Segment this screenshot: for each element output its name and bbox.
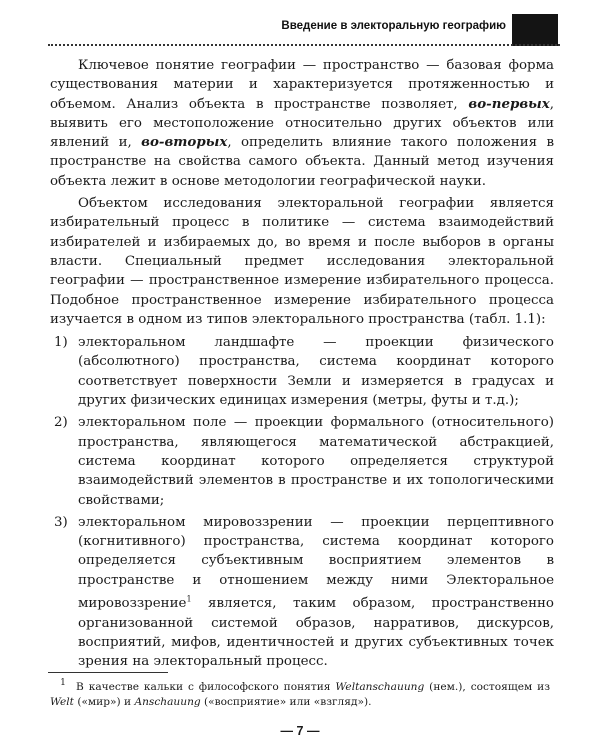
paragraph-space-concept xyxy=(50,56,554,191)
paragraph-text: Ключевое понятие географии — пространство — базовая форма существования материи и характеризуется протяженностью и объемом. Анализ объекта в пространстве позволяет, xyxy=(50,58,554,112)
list-number: 3) xyxy=(54,514,68,530)
page-body xyxy=(50,56,554,672)
paragraph-research-object: Объектом исследования электоральной географии является избирательный процесс в политике — система взаимодействий избирателей и избираемых до, во время и после выборов в органы власти. Специальный предмет исследования электоральной географии — пространственное измерение избирательного процесса. Подобное пространственное измерение избирательного процесса изучается в одном из типов электорального пространства (табл. 1.1): xyxy=(50,196,554,327)
header-dotted-rule xyxy=(48,44,560,46)
list-number: 2) xyxy=(54,415,68,431)
list-item xyxy=(50,513,554,672)
footnote-term: Anschauung xyxy=(134,696,201,708)
electoral-space-list xyxy=(50,333,554,672)
list-item xyxy=(50,333,554,410)
footnote-text: В качестве кальки с философского понятия xyxy=(76,681,336,693)
paragraph-text: , выявить его местоположение относительно других объектов или явлений и, xyxy=(50,96,554,151)
running-header xyxy=(50,14,600,44)
running-title: Введение в электоральную географию xyxy=(281,20,506,32)
footnote-term: Weltanschauung xyxy=(335,681,425,693)
footnote-text: («мир») и xyxy=(73,696,135,708)
list-item-text: электоральном ландшафте — проекции физического (абсолютного) пространства, система координат которого соответствует поверхности Земли и измеряется в градусах и других физических единицах измерения (метры, футы и т.д.); xyxy=(78,335,554,409)
list-item-text: электоральном поле — проекции формального (относительного) пространства, являющегося математической абстракцией, система координат которого определяется структурой взаимодействий элементов в пространстве и их топологическими свойствами; xyxy=(78,415,554,508)
footnote-term: Welt xyxy=(50,696,74,708)
page-number: — 7 — xyxy=(280,724,320,738)
footnote-text: (нем.), состоящем из xyxy=(424,681,550,693)
list-item-text xyxy=(78,515,554,670)
emphasis-second: во-вторых xyxy=(141,134,228,151)
list-item-text-part: электоральном мировоззрении — проекции перцептивного (когнитивного) пространства, система координат которого определяется субъективным восприятием элементов в пространстве и отношением между ними Электоральное мировоззрение xyxy=(78,514,554,612)
footnote-reference[interactable]: 1 xyxy=(186,595,192,605)
list-item xyxy=(50,413,554,509)
emphasis-first: во-первых xyxy=(468,95,550,112)
list-number: 1) xyxy=(54,335,68,351)
footnote-separator xyxy=(48,672,168,673)
list-item-text-part: является, таким образом, пространственно организованной системой образов, нарративов, дискурсов, восприятий, мифов, идентичностей и других субъективных точек зрения на электоральный процесс. xyxy=(78,596,554,670)
paragraph-text: , определить влияние такого положения в пространстве на свойства самого объекта. Данный метод изучения объекта лежит в основе методологии географической науки. xyxy=(50,135,554,189)
footnote-text: («восприятие» или «взгляд»). xyxy=(200,696,372,708)
header-thumb-block xyxy=(512,14,558,46)
footnote: 1 В качестве кальки с философского понятия Weltanschauung (нем.), состоящем из Welt («мир») и Anschauung («восприятие» или «взгляд»). xyxy=(50,678,550,708)
